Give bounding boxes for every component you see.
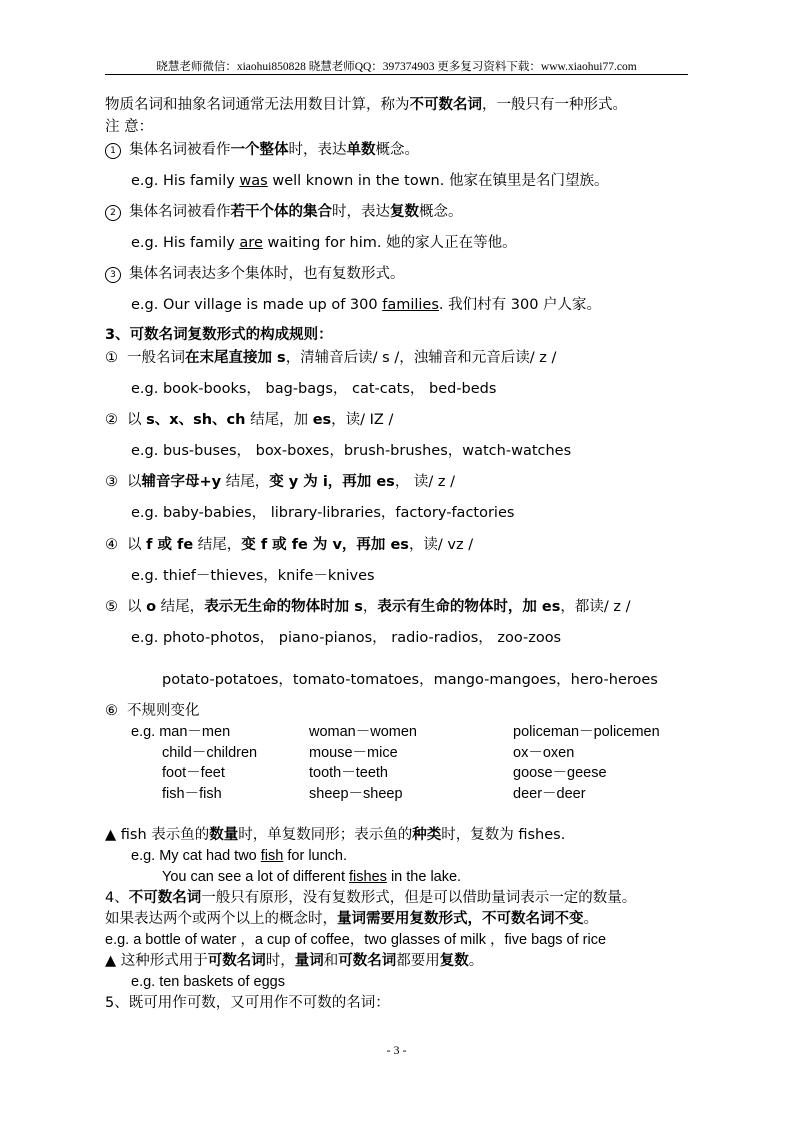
irregular-column-1: e.g. man－men child－children foot－feet fish－fish xyxy=(131,724,258,802)
rule-4-example: e.g. thief－thieves，knife－knives xyxy=(131,568,375,584)
section-4-example: e.g. a bottle of water ，a cup of coffee，two glasses of milk ，five bags of rice xyxy=(105,932,607,948)
rule-5-example-b: potato-potatoes，tomato-tomatoes，mango-mangoes，hero-heroes xyxy=(162,672,658,688)
rule-2: ② 以 s、x、sh、ch 结尾，加 es，读/ IZ / xyxy=(105,412,394,428)
triangle-note-2: ▲ 这种形式用于可数名词时，量词和可数名词都要用复数。 xyxy=(105,953,484,969)
rule-2-example: e.g. bus-buses， box-boxes，brush-brushes，watch-watches xyxy=(131,443,572,459)
section-5-title: 5、既可用作可数，又可用作不可数的名词： xyxy=(105,995,390,1011)
triangle-note-1: ▲ fish 表示鱼的数量时，单复数同形；表示鱼的种类时，复数为 fishes. xyxy=(105,827,566,843)
triangle-icon: ▲ xyxy=(105,827,117,843)
note-item-3: 3 集体名词表达多个集体时，也有复数形式。 xyxy=(105,265,405,283)
note-item-2: 2 集体名词被看作若干个体的集合时，表达复数概念。 xyxy=(105,203,463,221)
rule-5: ⑤ 以 o 结尾，表示无生命的物体时加 s，表示有生命的物体时，加 es，都读/ z / xyxy=(105,599,631,615)
rule-1-example: e.g. book-books， bag-bags， cat-cats， bed-beds xyxy=(131,381,497,397)
rule-1: ① 一般名词在末尾直接加 s，清辅音后读/ s /，浊辅音和元音后读/ z / xyxy=(105,350,557,366)
rule-3: ③ 以辅音字母+y 结尾，变 y 为 i，再加 es， 读/ z / xyxy=(105,474,456,490)
section-4-line-1: 4、不可数名词一般只有原形，没有复数形式，但是可以借助量词表示一定的数量。 xyxy=(105,890,637,906)
triangle-note-1-example-2: You can see a lot of different fishes in the lake. xyxy=(162,869,462,885)
rule-6: ⑥ 不规则变化 xyxy=(105,703,200,719)
circled-number-icon: 3 xyxy=(105,267,121,283)
intro-line: 物质名词和抽象名词通常无法用数目计算，称为不可数名词，一般只有一种形式。 xyxy=(105,97,627,113)
note-item-1: 1 集体名词被看作一个整体时，表达单数概念。 xyxy=(105,141,419,159)
note-label: 注 意： xyxy=(105,119,154,135)
triangle-icon: ▲ xyxy=(105,953,117,969)
triangle-note-1-example-1: e.g. My cat had two fish for lunch. xyxy=(131,848,348,864)
circled-number-icon: 1 xyxy=(105,143,121,159)
rule-3-example: e.g. baby-babies， library-libraries，factory-factories xyxy=(131,505,515,521)
rule-4: ④ 以 f 或 fe 结尾，变 f 或 fe 为 v，再加 es，读/ vz / xyxy=(105,537,474,553)
section-4-line-2: 如果表达两个或两个以上的概念时，量词需要用复数形式，不可数名词不变。 xyxy=(105,911,598,927)
circled-number-icon: 2 xyxy=(105,205,121,221)
section-3-title: 3、可数名词复数形式的构成规则： xyxy=(105,327,333,343)
example-1: e.g. His family was well known in the town. 他家在镇里是名门望族。 xyxy=(131,173,609,189)
page-header: 晓慧老师微信：xiaohui850828 晓慧老师QQ：397374903 更多复习资料下载：www.xiaohui77.com xyxy=(156,61,637,73)
triangle-note-2-example: e.g. ten baskets of eggs xyxy=(131,974,285,990)
page-number: - 3 - xyxy=(386,1043,407,1057)
irregular-column-2: woman－women mouse－mice tooth－teeth sheep－sheep xyxy=(309,724,417,802)
rule-5-example-a: e.g. photo-photos， piano-pianos， radio-radios， zoo-zoos xyxy=(131,630,562,646)
header-rule xyxy=(105,74,688,75)
irregular-column-3: policeman－policemen ox－oxen goose－geese deer－deer xyxy=(513,724,660,802)
example-3: e.g. Our village is made up of 300 families. 我们村有 300 户人家。 xyxy=(131,297,602,313)
example-2: e.g. His family are waiting for him. 她的家人正在等他。 xyxy=(131,235,517,251)
